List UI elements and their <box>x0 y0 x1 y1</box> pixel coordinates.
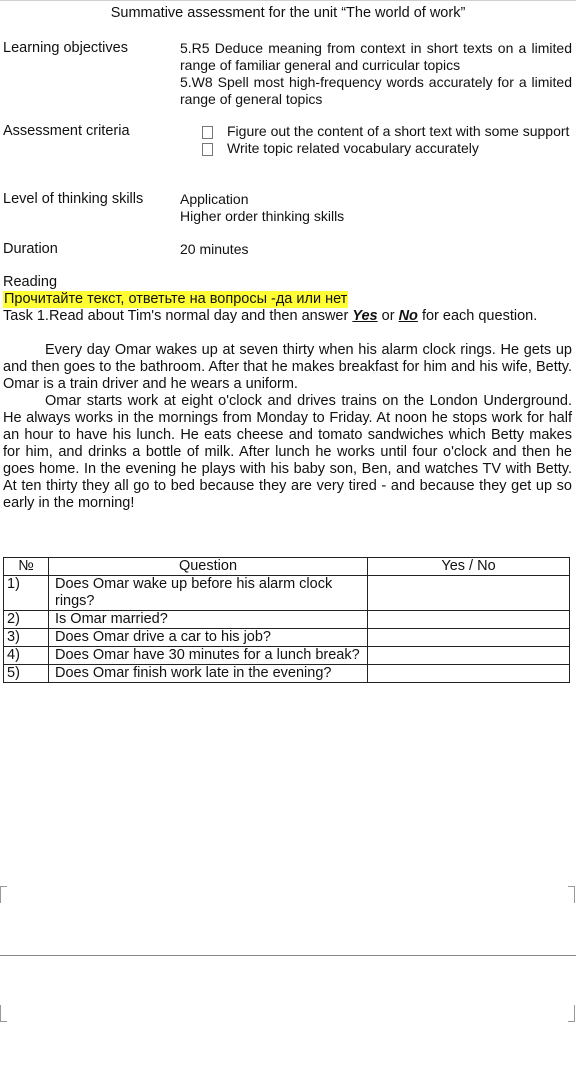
row-number: 1) <box>4 576 49 611</box>
row-number: 5) <box>4 665 49 683</box>
paragraph: Every day Omar wakes up at seven thirty when his alarm clock rings. He gets up and then goes to the bathroom. After that he makes breakfast for him and his wife, Betty. Omar is a train driver and he wears a uniform. <box>3 342 572 392</box>
criteria-list <box>180 123 572 157</box>
row-number: 2) <box>4 611 49 629</box>
header-answer: Yes / No <box>368 558 570 576</box>
answer-cell[interactable] <box>368 611 570 629</box>
bullet-box-icon <box>202 126 213 139</box>
criteria-text: Write topic related vocabulary accurately <box>227 140 479 156</box>
criteria-item <box>180 140 572 157</box>
document-title: Summative assessment for the unit “The world of work” <box>110 5 466 21</box>
crop-mark <box>0 886 7 903</box>
answer-cell[interactable] <box>368 665 570 683</box>
table-row <box>4 576 570 611</box>
table-header-row <box>4 558 570 576</box>
thinking-values <box>180 191 572 225</box>
row-question: Does Omar wake up before his alarm clock rings? <box>49 576 368 611</box>
thinking-line: Higher order thinking skills <box>180 208 345 224</box>
task-end: for each question. <box>417 308 538 324</box>
task-instruction <box>3 308 537 324</box>
row-question: Does Omar drive a car to his job? <box>49 629 368 647</box>
duration-value: 20 minutes <box>180 241 249 257</box>
bullet-box-icon <box>202 143 213 156</box>
answer-cell[interactable] <box>368 576 570 611</box>
task-number: Task 1. <box>3 308 49 324</box>
page-divider <box>0 955 576 956</box>
russian-instruction: Прочитайте текст, ответьте на вопросы -да или нет <box>4 291 348 307</box>
answer-cell[interactable] <box>368 629 570 647</box>
table-row <box>4 611 570 629</box>
table-row <box>4 629 570 647</box>
crop-mark <box>568 886 575 903</box>
answer-cell[interactable] <box>368 647 570 665</box>
criteria-item <box>180 123 572 140</box>
paragraph: Omar starts work at eight o'clock and drives trains on the London Underground. He always works in the mornings from Monday to Friday. At noon he stops work for half an hour to have his lunch. He eats cheese and tomato sandwiches which Betty makes for him, and drinks a bottle of milk. After lunch he works until four o'clock and then he goes home. In the evening he plays with his baby son, Ben, and watches TV with Betty. At ten thirty they all go to bed because they are very tired - and because they get up so early in the morning! <box>3 393 572 511</box>
duration-label: Duration <box>3 241 58 257</box>
reading-text <box>3 342 572 512</box>
task-text: Read about Tim's normal day and then answer <box>48 308 353 324</box>
objectives-list <box>180 40 572 108</box>
crop-mark <box>568 1005 575 1022</box>
thinking-line: Application <box>180 191 249 207</box>
table-row <box>4 665 570 683</box>
table-row <box>4 647 570 665</box>
crop-mark <box>0 1005 7 1022</box>
objective-item: 5.W8 Spell most high-frequency words accurately for a limited range of general topics <box>180 74 572 107</box>
task-no: No <box>398 308 418 324</box>
row-number: 4) <box>4 647 49 665</box>
criteria-label: Assessment criteria <box>3 123 130 139</box>
task-or: or <box>377 308 399 324</box>
page-top-edge <box>0 0 576 1</box>
row-number: 3) <box>4 629 49 647</box>
task-yes: Yes <box>352 308 378 324</box>
header-question: Question <box>49 558 368 576</box>
row-question: Does Omar have 30 minutes for a lunch break? <box>49 647 368 665</box>
criteria-text: Figure out the content of a short text with some support <box>227 123 570 139</box>
header-number: № <box>4 558 49 576</box>
objectives-label: Learning objectives <box>3 40 128 56</box>
questions-table <box>3 557 570 683</box>
thinking-label: Level of thinking skills <box>3 191 144 207</box>
reading-heading: Reading <box>3 274 58 290</box>
row-question: Is Omar married? <box>49 611 368 629</box>
objective-item: 5.R5 Deduce meaning from context in short texts on a limited range of familiar general and curricular topics <box>180 40 572 73</box>
row-question: Does Omar finish work late in the evening? <box>49 665 368 683</box>
